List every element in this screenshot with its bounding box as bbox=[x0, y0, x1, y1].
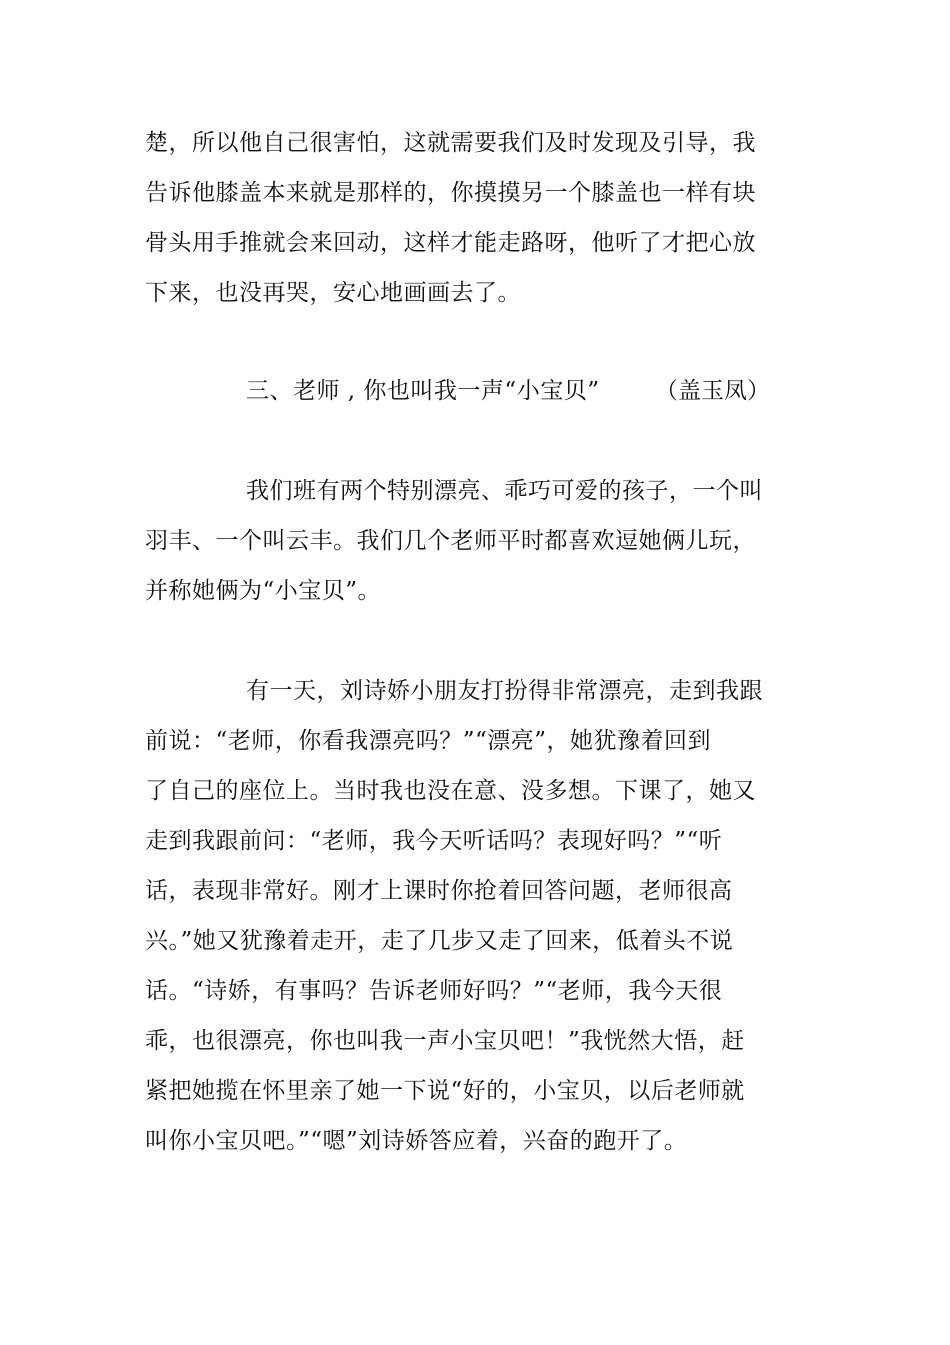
paragraph-3-line-1: 有一天，刘诗娇小朋友打扮得非常漂亮，走到我跟 bbox=[246, 678, 763, 704]
paragraph-3-line-5: 话，表现非常好。刚才上课时你抢着回答问题，老师很高 bbox=[145, 878, 733, 904]
paragraph-3-line-7: 话。“诗娇，有事吗？告诉老师好吗？”“老师，我今天很 bbox=[145, 978, 723, 1004]
paragraph-3-line-9: 紧把她揽在怀里亲了她一下说“好的，小宝贝，以后老师就 bbox=[145, 1078, 745, 1104]
paragraph-3-line-3: 了自己的座位上。当时我也没在意、没多想。下课了，她又 bbox=[145, 778, 756, 804]
paragraph-2-line-1: 我们班有两个特别漂亮、乖巧可爱的孩子，一个叫 bbox=[246, 478, 763, 504]
paragraph-1-line-3: 骨头用手推就会来回动，这样才能走路呀，他听了才把心放 bbox=[145, 230, 756, 256]
paragraph-3-line-4: 走到我跟前问：“老师，我今天听话吗？表现好吗？”“听 bbox=[145, 828, 723, 854]
paragraph-2-line-2: 羽丰、一个叫云丰。我们几个老师平时都喜欢逗她俩儿玩， bbox=[145, 528, 756, 554]
paragraph-3-line-6: 兴。”她又犹豫着走开，走了几步又走了回来，低着头不说 bbox=[145, 928, 734, 954]
paragraph-2-line-3: 并称她俩为“小宝贝”。 bbox=[145, 578, 382, 604]
paragraph-3-line-2: 前说：“老师，你看我漂亮吗？”“漂亮”，她犹豫着回到 bbox=[145, 728, 712, 754]
paragraph-1-line-2: 告诉他膝盖本来就是那样的，你摸摸另一个膝盖也一样有块 bbox=[145, 180, 756, 206]
paragraph-1-line-1: 楚，所以他自己很害怕，这就需要我们及时发现及引导，我 bbox=[145, 130, 756, 156]
paragraph-1-line-4: 下来，也没再哭，安心地画画去了。 bbox=[145, 280, 521, 306]
section-heading-author: （盖玉凤） bbox=[655, 378, 770, 404]
paragraph-3-line-10: 叫你小宝贝吧。”“嗯”刘诗娇答应着，兴奋的跑开了。 bbox=[145, 1128, 688, 1154]
section-heading-title: 三、老师 , 你也叫我一声“小宝贝” bbox=[246, 378, 600, 404]
paragraph-3-line-8: 乖，也很漂亮，你也叫我一声小宝贝吧！”我恍然大悟，赶 bbox=[145, 1028, 745, 1054]
